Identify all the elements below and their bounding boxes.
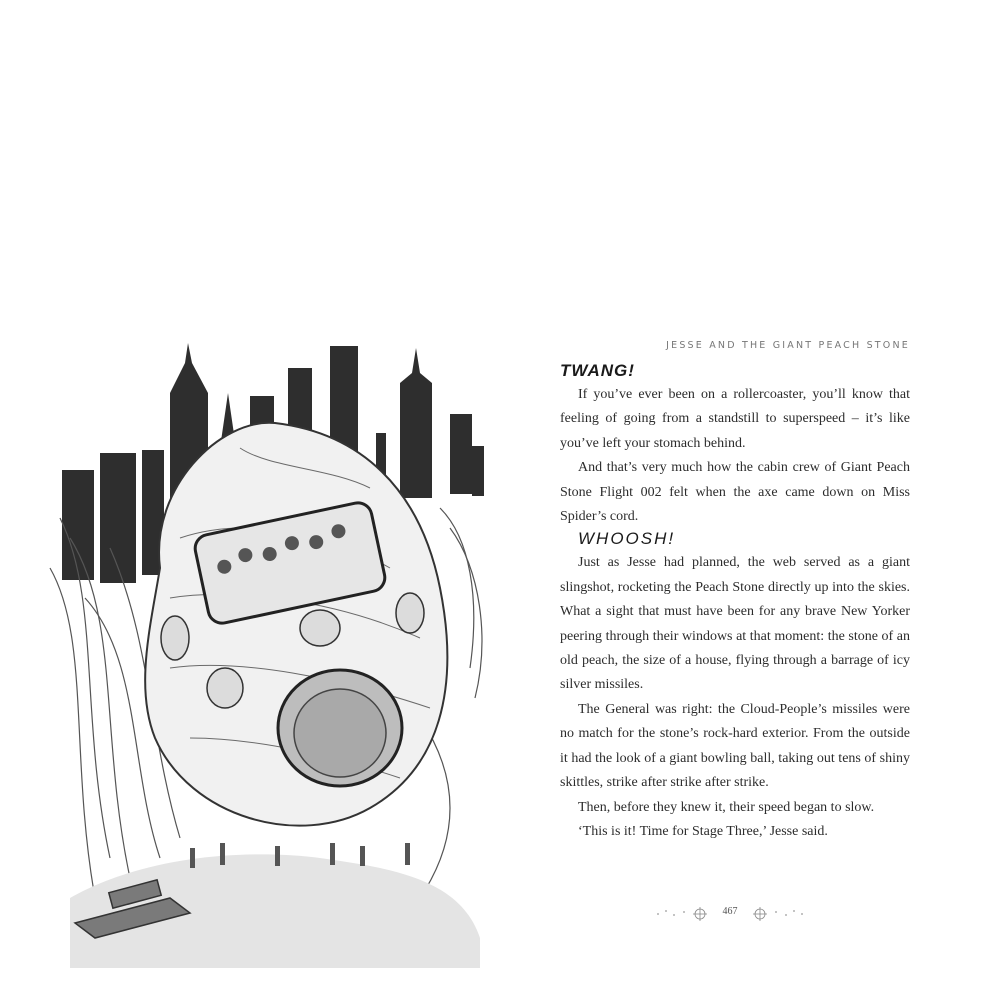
folio bbox=[650, 902, 810, 926]
running-head: JESSE AND THE GIANT PEACH STONE bbox=[666, 340, 910, 351]
paragraph-4: The General was right: the Cloud-People’s missiles were no match for the stone’s rock-hard exterior. From the outside it had the look of a giant bowling ball, taking out tens of shiny skittles, strike after strike after strike. bbox=[560, 701, 910, 791]
paragraph-1: If you’ve ever been on a rollercoaster, you’ll know that feeling of going from a standstill to superspeed – it’s like you’ve left your stomach behind. bbox=[560, 387, 910, 451]
paragraph-2: And that’s very much how the cabin crew of Giant Peach Stone Flight 002 felt when the axe came down on Miss Spider’s cord. bbox=[560, 460, 910, 525]
paragraph-6: ‘This is it! Time for Stage Three,’ Jesse said. bbox=[578, 823, 828, 839]
page-number: 467 bbox=[722, 906, 738, 917]
text-page bbox=[560, 340, 910, 844]
peach-stone-illustration bbox=[40, 338, 490, 968]
paragraph-3: Just as Jesse had planned, the web served as a giant slingshot, rocketing the Peach Stone directly up into the skies. What a sight that must have been for any brave New Yorker peering through their windows at that moment: the stone of an old peach, the size of a house, flying through a barrage of icy silver missiles. bbox=[560, 555, 910, 693]
sfx-whoosh: WHOOSH! bbox=[578, 529, 676, 549]
sfx-twang: TWANG! bbox=[560, 361, 635, 380]
paragraph-5: Then, before they knew it, their speed began to slow. bbox=[578, 799, 875, 815]
